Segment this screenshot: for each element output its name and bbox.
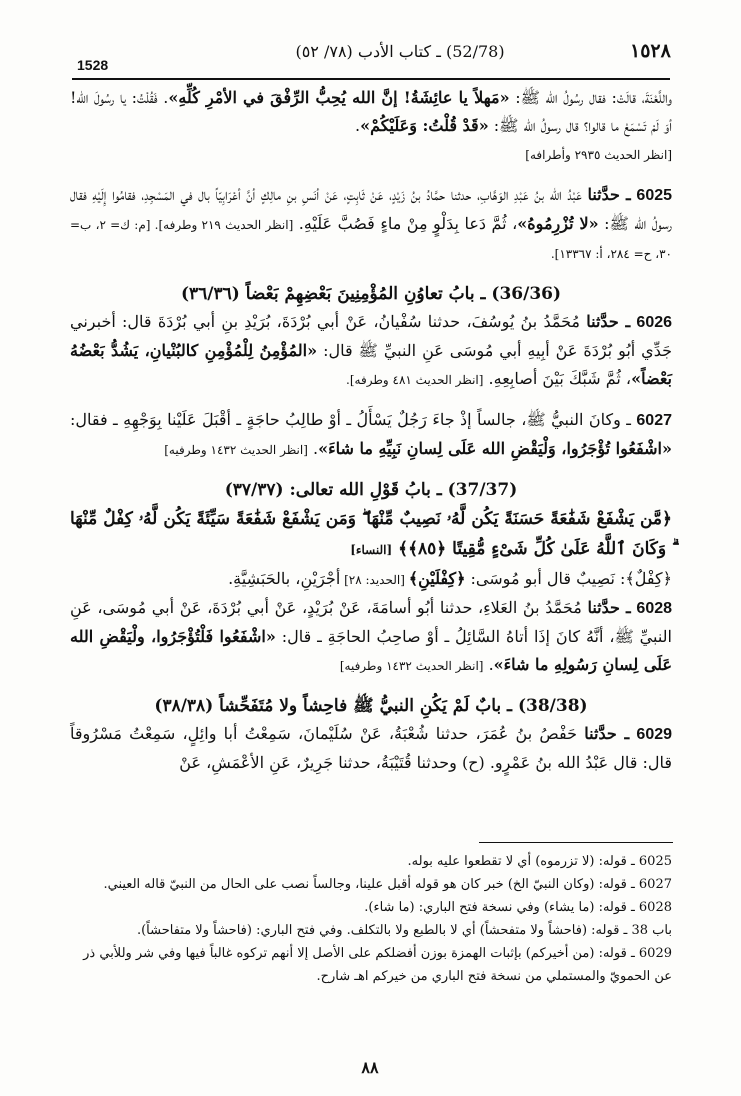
hadith-quote: «مَهلاً يا عائِشَةُ! إنَّ الله يُحِبُّ الرِّفْقَ في الأمْرِ كُلِّهِ» [168, 88, 510, 107]
hadith-number: 6027 [636, 412, 672, 429]
quran-verse: ﴿مَّن يَشْفَعْ شَفَٰعَةً حَسَنَةً يَكُن لَّهُۥ نَصِيبٌ مِّنْهَا ۖ وَمَن يَشْفَعْ شَفَٰعَةً سَيِّئَةً يَكُن لَّهُۥ كِفْلٌ مِّنْهَا ۗ وَكَانَ ٱللَّهُ عَلَىٰ كُلِّ شَىْءٍ مُّقِيتًا ﴿٨٥﴾﴾ [النساء] [70, 509, 672, 559]
footnote-rule [479, 842, 673, 843]
footnote: 6025 ـ قوله: (لا تزرموه) أي لا تقطعوا عليه بوله. [407, 854, 672, 869]
header-title: (52/78) ـ كتاب الأدب (٧٨/ ٥٢) [295, 42, 505, 61]
header-page-number-arabic: ١٥٢٨ [630, 40, 671, 62]
cross-reference: [انظر الحديث ٤٨١ وطرفه]. [346, 373, 484, 387]
header-rule [72, 78, 670, 80]
hadith-number: 6025 [636, 187, 673, 204]
hadith-number: 6029 [636, 726, 673, 743]
hadith-number: 6026 [636, 314, 673, 331]
hadith-quote: «المُؤْمِنُ لِلْمُؤْمِنِ كالبُنْيانِ، يَشُدُّ بَعْضُهُ بَعْضاً» [70, 341, 672, 388]
hadith-number: 6028 [636, 600, 673, 617]
header-page-number-latin: 1528 [77, 57, 109, 73]
hadith-quote: «قَدْ قُلْتُ: وَعَلَيْكُمْ» [360, 116, 489, 135]
footnote: 6029 ـ قوله: (من أخيركم) بإثبات الهمزة بوزن أفضلكم على الأصل إلا أنهم تركوه غالباً فيها وفي شر وللأبي ذر عن الحمويّ والمستملي من نسخة فتح الباري من خيركم اهـ شارح. [83, 946, 672, 984]
hadith-6027: 6027 ـ وكانَ النبيُّ ﷺ، جالساً إذْ جاءَ رَجُلٌ يَسْأَلُ ـ أوْ طالِبُ حاجَةٍ ـ أقْبَلَ عَلَيْنا بِوَجْهِهِ ـ فقال: «اشْفَعُوا تُؤْجَرُوا، وَلْيَقْضِ الله عَلَى لِسانِ نَبِيِّهِ ما شاءَ». [انظر الحديث ١٤٣٢ وطرفيه] [70, 410, 672, 458]
hadith-quote: «اشْفَعُوا فَلْتُؤْجَرُوا، ولْيَقْضِ الله عَلَى لِسانِ رَسُولِهِ ما شاءَ» [70, 627, 672, 674]
cross-reference: [انظر الحديث ١٤٣٢ وطرفيه] [164, 443, 308, 457]
hadith-6028: 6028 ـ حدَّثنا مُحَمَّدُ بنُ العَلاءِ، حدثنا أبُو أسامَةَ، عَنْ بُرَيْدٍ، عَنْ أبي بُرْدَةَ، عَنْ أبي مُوسَى، عَنِ النبيِّ ﷺ، أنَّهُ كانَ إذَا أتاهُ السَّائِلُ ـ أوْ صاحِبُ الحاجَةِ ـ قال: «اشْفَعُوا فَلْتُؤْجَرُوا، ولْيَقْضِ الله عَلَى لِسانِ رَسُولِهِ ما شاءَ». [انظر الحديث ١٤٣٢ وطرفيه] [70, 598, 673, 674]
cross-reference: [انظر الحديث ١٤٣٢ وطرفيه] [339, 659, 484, 673]
main-text [70, 84, 672, 777]
footnote: 6028 ـ قوله: (ما يشاء) وفي نسخة فتح الباري: (ما شاء). [364, 900, 672, 915]
quran-reference: [النساء] [350, 543, 393, 557]
hadith-6025: 6025 ـ حدَّثنا عَبْدُ الله بنُ عَبْدِ الوَهَّابِ، حدثنا حمَّادُ بنُ زَيْدٍ، عَنْ ثَابِتٍ، عَنْ أنَسِ بنِ مالِكٍ أنَّ أعْرَابِيّاً بال في المَسْجِدِ، فقامُوا إِلَيْهِ فقال رسولُ الله ﷺ: «لا تُزْرِمُوهُ»، ثُمَّ دَعا بِدَلْوٍ مِنْ ماءٍ فَصُبَّ عَلَيْهِ. [انظر الحديث ٢١٩ وطرفه]. [م: ك= ٢، ب= ٣٠، ح= ٢٨٤، أ: ١٣٣٦٧]. [70, 185, 673, 261]
chapter-heading-36: (36/36) ـ بابُ تعاوُنِ المُؤْمِنِينَ بَعْضِهِمْ بَعْضاً (٣٦/٣٦) [180, 284, 562, 304]
hadith-quote: «اشْفَعُوا تُؤْجَرُوا، وَلْيَقْضِ الله عَلَى لِسانِ نَبِيِّهِ ما شاءَ» [318, 439, 672, 458]
hadith-6026: 6026 ـ حدَّثنا مُحَمَّدُ بنُ يُوسُفَ، حدثنا سُفْيانُ، عَنْ أبي بُرْدَةَ، بُرَيْدِ بنِ أبي بُرْدَةَ قال: أخبرني جَدِّي أبُو بُرْدَةَ عَنْ أبِيهِ أبي مُوسَى عَنِ النبيِّ ﷺ قال: «المُؤْمِنُ لِلْمُؤْمِنِ كالبُنْيانِ، يَشُدُّ بَعْضُهُ بَعْضاً»، ثُمَّ شَبَّكَ بَيْنَ أصابِعِهِ. [انظر الحديث ٤٨١ وطرفه]. [70, 312, 673, 388]
cross-reference: [انظر الحديث ٢١٩ وطرفه]. [م: ك= ٢، ب= ٣٠، ح= ٢٨٤، أ: ١٣٣٦٧]. [70, 218, 672, 261]
chapter-heading-37: (37/37) ـ بابُ قَوْلِ الله تعالى: (٣٧/٣٧) [224, 480, 518, 500]
kifl-gloss: ﴿كِفْلٌ﴾: نَصِيبٌ قال أبو مُوسَى: ﴿كِفْلَيْنِ﴾ [الحديد: ٢٨] أجْرَيْنِ، بالحَبَشِيَّةِ. [228, 569, 672, 588]
hadith-6029: 6029 ـ حدَّثنا حَفْصُ بنُ عُمَرَ، حدثنا شُعْبَةُ، عَنْ سُلَيْمانَ، سَمِعْتُ أبا وائِلٍ، سَمِعْتُ مَسْرُوقاً قال: قال عَبْدُ الله بنُ عَمْرٍو. (ح) وحدثنا قُتَيْبَةُ، حدثنا جَرِيرٌ، عَنِ الأعْمَشِ، عَنْ [70, 724, 673, 772]
footnote: باب 38 ـ قوله: (فاحشاً ولا متفحشاً) أي لا بالطبع ولا بالتكلف. وفي فتح الباري: (فاحشاً ولا متفاحشاً). [136, 923, 672, 938]
footnote: 6027 ـ قوله: (وكان النبيّ الخ) خبر كان هو قوله أقبل علينا، وجالساً نصب على الحال من النبيّ قاله العيني. [103, 877, 672, 892]
chapter-heading-38: (38/38) ـ بابٌ لَمْ يَكُنِ النبيُّ ﷺ فاحِشاً ولا مُتَفَحِّشاً (٣٨/٣٨) [154, 696, 588, 716]
page-number: ٨٨ [361, 1058, 379, 1077]
cross-reference: [انظر الحديث ٢٩٣٥ وأطرافه] [525, 148, 672, 162]
cross-reference: [الحديد: ٢٨] [340, 573, 409, 587]
paragraph-continued: واللَّعْنَةَ، قالَتْ: فقال رسُولُ الله ﷺ: «مَهلاً يا عائِشَةُ! إنَّ الله يُحِبُّ الرِّفْقَ في الأمْرِ كُلِّهِ». فَقُلْتُ: يا رسُولَ الله! أوَ لَمْ تَسْمَعْ ما قالوا؟ قال رسولُ الله ﷺ: «قَدْ قُلْتُ: وَعَلَيْكُمْ». [انظر الحديث ٢٩٣٥ وأطرافه] [70, 88, 673, 162]
hadith-quote: «لا تُزْرِمُوهُ» [517, 214, 599, 233]
footnotes [70, 850, 672, 988]
